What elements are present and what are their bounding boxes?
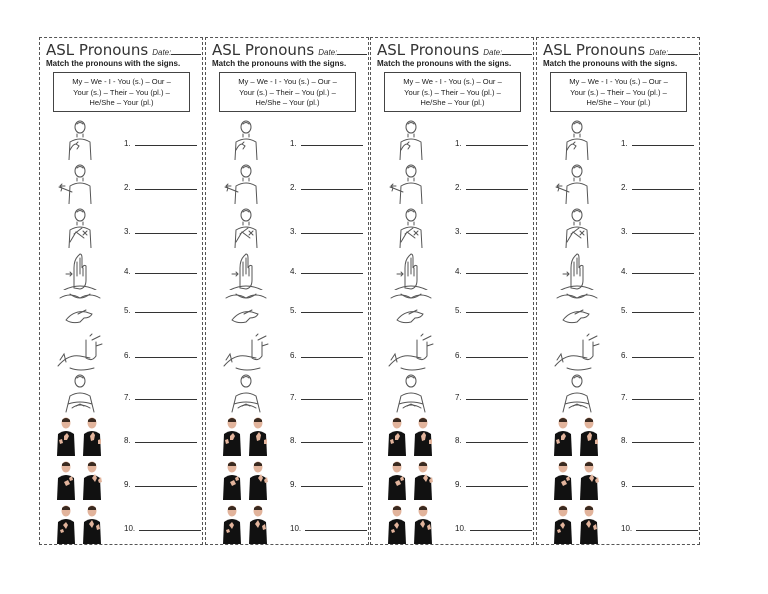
answer-item — [621, 225, 694, 236]
person-point-forward-icon — [56, 164, 104, 204]
answer-blank[interactable] — [139, 522, 201, 531]
photo-signers-icon — [553, 416, 601, 456]
date-field[interactable] — [668, 45, 698, 55]
flat-hand-icon — [56, 250, 104, 290]
answer-blank[interactable] — [301, 265, 363, 274]
worksheet-strip — [39, 37, 203, 545]
hand-side-icon — [222, 290, 270, 330]
answer-item — [124, 522, 201, 533]
item-number: 2. — [455, 183, 462, 192]
answer-blank[interactable] — [135, 304, 197, 313]
photo-signers-icon — [222, 460, 270, 500]
person-point-chest-icon — [387, 120, 435, 160]
person-cross-chest-icon — [222, 208, 270, 248]
item-number: 8. — [124, 436, 131, 445]
word-bank-line: My – We - I - You (s.) – Our – — [72, 77, 171, 86]
answer-item — [455, 349, 528, 360]
answer-blank[interactable] — [135, 225, 197, 234]
date-field[interactable] — [502, 45, 532, 55]
item-number: 7. — [124, 393, 131, 402]
answer-blank[interactable] — [466, 181, 528, 190]
answer-blank[interactable] — [466, 434, 528, 443]
photo-signers-icon — [56, 416, 104, 456]
item-number: 10. — [455, 524, 467, 533]
answer-item — [455, 225, 528, 236]
worksheet-title: ASL Pronouns — [543, 41, 646, 59]
answer-blank[interactable] — [301, 225, 363, 234]
word-bank — [550, 72, 687, 112]
item-number: 5. — [290, 306, 297, 315]
answer-blank[interactable] — [135, 181, 197, 190]
person-cross-chest-icon — [553, 208, 601, 248]
worksheet-sheet — [39, 37, 701, 545]
answer-blank[interactable] — [135, 265, 197, 274]
answer-blank[interactable] — [301, 181, 363, 190]
word-bank-line: Your (s.) – Their – You (pl.) – — [570, 87, 667, 97]
answer-item — [124, 225, 197, 236]
item-number: 9. — [290, 480, 297, 489]
word-bank-line: Your (s.) – Their – You (pl.) – — [73, 87, 170, 97]
answer-item — [290, 434, 363, 445]
answer-item — [290, 478, 363, 489]
answer-blank[interactable] — [632, 349, 694, 358]
answer-blank[interactable] — [301, 478, 363, 487]
answer-blank[interactable] — [466, 265, 528, 274]
answer-blank[interactable] — [632, 391, 694, 400]
worksheet-strip — [536, 37, 700, 545]
answer-blank[interactable] — [632, 137, 694, 146]
answer-item — [124, 349, 197, 360]
answer-blank[interactable] — [135, 478, 197, 487]
person-cross-chest-icon — [56, 208, 104, 248]
answer-blank[interactable] — [135, 391, 197, 400]
worksheet-title: ASL Pronouns — [212, 41, 315, 59]
person-arms-crossed-icon — [56, 374, 104, 414]
item-number: 3. — [455, 227, 462, 236]
item-number: 1. — [290, 139, 297, 148]
hand-side-icon — [553, 290, 601, 330]
answer-item — [455, 265, 528, 276]
item-number: 7. — [455, 393, 462, 402]
item-number: 8. — [290, 436, 297, 445]
answer-item — [124, 304, 197, 315]
photo-signers-icon — [56, 460, 104, 500]
person-point-chest-icon — [56, 120, 104, 160]
worksheet-strip — [205, 37, 369, 545]
instruction-text: Match the pronouns with the signs. — [543, 59, 678, 68]
answer-blank[interactable] — [301, 137, 363, 146]
date-label: Date: — [152, 48, 172, 57]
photo-signers-icon — [387, 460, 435, 500]
answer-item — [124, 434, 197, 445]
answer-blank[interactable] — [135, 349, 197, 358]
answer-item — [455, 478, 528, 489]
flat-hand-icon — [553, 250, 601, 290]
item-number: 9. — [455, 480, 462, 489]
answer-blank[interactable] — [301, 349, 363, 358]
arms-sweep-icon — [222, 332, 270, 372]
word-bank — [384, 72, 521, 112]
answer-blank[interactable] — [632, 225, 694, 234]
photo-signers-icon — [387, 504, 435, 544]
item-number: 6. — [124, 351, 131, 360]
person-point-forward-icon — [553, 164, 601, 204]
answer-item — [124, 265, 197, 276]
answer-item — [455, 181, 528, 192]
strip-header — [543, 41, 698, 60]
photo-signers-icon — [56, 504, 104, 544]
answer-item — [455, 434, 528, 445]
answer-item — [290, 349, 363, 360]
answer-blank[interactable] — [466, 478, 528, 487]
answer-item — [621, 434, 694, 445]
item-number: 10. — [621, 524, 633, 533]
item-number: 4. — [455, 267, 462, 276]
answer-item — [621, 265, 694, 276]
date-label: Date: — [318, 48, 338, 57]
answer-blank[interactable] — [466, 391, 528, 400]
item-number: 4. — [621, 267, 628, 276]
answer-item — [290, 137, 363, 148]
photo-signers-icon — [222, 504, 270, 544]
word-bank-line: My – We - I - You (s.) – Our – — [403, 77, 502, 86]
answer-blank[interactable] — [632, 304, 694, 313]
item-number: 4. — [290, 267, 297, 276]
item-number: 5. — [124, 306, 131, 315]
word-bank — [53, 72, 190, 112]
answer-item — [621, 181, 694, 192]
item-number: 7. — [290, 393, 297, 402]
date-field[interactable] — [171, 45, 201, 55]
item-number: 2. — [621, 183, 628, 192]
word-bank-line: He/She – Your (pl.) — [586, 98, 651, 107]
person-arms-crossed-icon — [222, 374, 270, 414]
person-point-forward-icon — [222, 164, 270, 204]
date-field[interactable] — [337, 45, 367, 55]
photo-signers-icon — [387, 416, 435, 456]
worksheet-title: ASL Pronouns — [377, 41, 480, 59]
item-number: 1. — [455, 139, 462, 148]
item-number: 3. — [124, 227, 131, 236]
answer-blank[interactable] — [466, 304, 528, 313]
answer-blank[interactable] — [632, 181, 694, 190]
item-number: 2. — [124, 183, 131, 192]
answer-item — [290, 304, 363, 315]
answer-item — [455, 391, 528, 402]
item-number: 3. — [290, 227, 297, 236]
arms-sweep-icon — [56, 332, 104, 372]
item-number: 3. — [621, 227, 628, 236]
photo-signers-icon — [553, 504, 601, 544]
answer-blank[interactable] — [301, 434, 363, 443]
instruction-text: Match the pronouns with the signs. — [377, 59, 512, 68]
item-number: 6. — [455, 351, 462, 360]
arms-sweep-icon — [387, 332, 435, 372]
item-number: 2. — [290, 183, 297, 192]
hand-side-icon — [56, 290, 104, 330]
hand-side-icon — [387, 290, 435, 330]
answer-item — [455, 522, 532, 533]
photo-signers-icon — [553, 460, 601, 500]
instruction-text: Match the pronouns with the signs. — [46, 59, 181, 68]
answer-item — [290, 265, 363, 276]
answer-item — [124, 137, 197, 148]
word-bank-line: Your (s.) – Their – You (pl.) – — [404, 87, 501, 97]
item-number: 1. — [621, 139, 628, 148]
item-number: 5. — [621, 306, 628, 315]
answer-blank[interactable] — [466, 225, 528, 234]
answer-blank[interactable] — [636, 522, 698, 531]
answer-blank[interactable] — [632, 478, 694, 487]
word-bank — [219, 72, 356, 112]
answer-blank[interactable] — [301, 304, 363, 313]
item-number: 10. — [290, 524, 302, 533]
flat-hand-icon — [222, 250, 270, 290]
answer-item — [621, 478, 694, 489]
person-arms-crossed-icon — [387, 374, 435, 414]
flat-hand-icon — [387, 250, 435, 290]
word-bank-line: My – We - I - You (s.) – Our – — [569, 77, 668, 86]
person-cross-chest-icon — [387, 208, 435, 248]
item-number: 10. — [124, 524, 136, 533]
answer-item — [290, 522, 367, 533]
answer-item — [455, 304, 528, 315]
strip-header — [46, 41, 201, 60]
item-number: 9. — [124, 480, 131, 489]
answer-blank[interactable] — [466, 137, 528, 146]
person-point-chest-icon — [222, 120, 270, 160]
answer-blank[interactable] — [135, 434, 197, 443]
item-number: 5. — [455, 306, 462, 315]
answer-item — [124, 391, 197, 402]
word-bank-line: Your (s.) – Their – You (pl.) – — [239, 87, 336, 97]
answer-item — [290, 181, 363, 192]
answer-blank[interactable] — [305, 522, 367, 531]
answer-blank[interactable] — [632, 434, 694, 443]
answer-item — [290, 225, 363, 236]
photo-signers-icon — [222, 416, 270, 456]
worksheet-title: ASL Pronouns — [46, 41, 149, 59]
strip-header — [377, 41, 532, 60]
answer-item — [455, 137, 528, 148]
word-bank-line: He/She – Your (pl.) — [89, 98, 154, 107]
answer-blank[interactable] — [632, 265, 694, 274]
word-bank-line: He/She – Your (pl.) — [420, 98, 485, 107]
item-number: 9. — [621, 480, 628, 489]
worksheet-strip — [370, 37, 534, 545]
arms-sweep-icon — [553, 332, 601, 372]
date-label: Date: — [483, 48, 503, 57]
item-number: 6. — [290, 351, 297, 360]
word-bank-line: He/She – Your (pl.) — [255, 98, 320, 107]
person-point-forward-icon — [387, 164, 435, 204]
answer-blank[interactable] — [301, 391, 363, 400]
answer-blank[interactable] — [470, 522, 532, 531]
answer-item — [621, 391, 694, 402]
date-label: Date: — [649, 48, 669, 57]
answer-item — [124, 181, 197, 192]
item-number: 8. — [621, 436, 628, 445]
answer-blank[interactable] — [466, 349, 528, 358]
answer-item — [290, 391, 363, 402]
person-point-chest-icon — [553, 120, 601, 160]
answer-item — [124, 478, 197, 489]
answer-blank[interactable] — [135, 137, 197, 146]
answer-item — [621, 304, 694, 315]
answer-item — [621, 349, 694, 360]
item-number: 8. — [455, 436, 462, 445]
item-number: 4. — [124, 267, 131, 276]
word-bank-line: My – We - I - You (s.) – Our – — [238, 77, 337, 86]
person-arms-crossed-icon — [553, 374, 601, 414]
item-number: 6. — [621, 351, 628, 360]
answer-item — [621, 522, 698, 533]
item-number: 7. — [621, 393, 628, 402]
instruction-text: Match the pronouns with the signs. — [212, 59, 347, 68]
item-number: 1. — [124, 139, 131, 148]
answer-item — [621, 137, 694, 148]
strip-header — [212, 41, 367, 60]
